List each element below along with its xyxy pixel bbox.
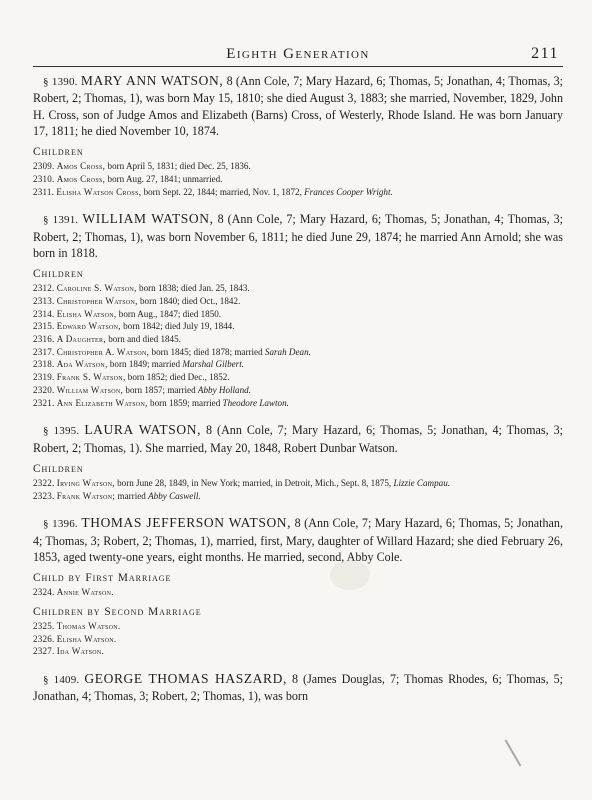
child-name: Ann Elizabeth Watson,	[56, 397, 148, 408]
child-item	[33, 384, 563, 397]
child-item	[33, 173, 563, 186]
child-number: 2325.	[33, 620, 55, 631]
children-heading: Children by Second Marriage	[33, 605, 202, 618]
entry-text: 8 (Ann Cole, 7; Mary Hazard, 6; Thomas, 5; Jonathan, 4; Thomas, 3; Robert, 2; Thomas, 1), was born November 6, 1811; he died June 29, 1874; he married Ann Arnold; she was born in 1818.	[33, 212, 563, 260]
genealogy-entry	[33, 422, 563, 502]
child-details: born 1840; died Oct., 1842.	[140, 295, 241, 306]
child-name: Edward Watson,	[56, 321, 121, 332]
child-number: 2320.	[33, 384, 55, 395]
child-number: 2316.	[33, 334, 55, 344]
child-details: born 1857; married	[125, 384, 196, 395]
child-number: 2310.	[33, 173, 55, 184]
child-name: Amos Cross,	[56, 161, 106, 172]
child-item	[33, 586, 563, 599]
children-list	[33, 620, 563, 658]
child-item	[33, 308, 563, 321]
child-name: Thomas Watson.	[56, 620, 121, 631]
person-name: WILLIAM WATSON,	[82, 211, 214, 227]
child-details: born 1838; died Jan. 25, 1843.	[139, 283, 250, 294]
child-details: born Sept. 22, 1844; married, Nov. 1, 1872,	[143, 186, 302, 197]
child-number: 2312.	[33, 283, 55, 294]
child-name: Elisha Watson Cross,	[56, 186, 142, 197]
person-name: THOMAS JEFFERSON WATSON,	[81, 515, 292, 531]
child-details: born Aug. 27, 1841; unmarried.	[107, 173, 223, 184]
child-name: A Daughter,	[56, 334, 106, 344]
entry-text: 8 (James Douglas, 7; Thomas Rhodes, 6; Thomas, 5; Jonathan, 4; Thomas, 3; Robert, 2; Thomas, 1), was born	[33, 671, 564, 704]
child-name: Elisha Watson,	[56, 308, 117, 319]
child-details: born 1859; married	[150, 397, 221, 408]
child-item	[33, 397, 563, 410]
child-details: married	[117, 490, 146, 501]
running-header-title: Eighth Generation	[226, 46, 370, 62]
child-name: Caroline S. Watson,	[56, 283, 137, 294]
child-number: 2309.	[33, 161, 55, 172]
child-item	[33, 333, 563, 346]
child-name: Ada Watson,	[56, 359, 108, 370]
child-number: 2317.	[33, 346, 55, 357]
child-name: Frank S. Watson,	[56, 372, 126, 383]
children-heading: Child by First Marriage	[33, 572, 172, 585]
children-list	[33, 586, 563, 599]
child-number: 2311.	[33, 186, 55, 197]
entry-paragraph	[33, 422, 563, 456]
child-name: Elisha Watson.	[56, 633, 117, 644]
child-details: born June 28, 1849, in New York; married, in Detroit, Mich., Sept. 8, 1875,	[117, 477, 392, 488]
children-list	[33, 160, 563, 198]
child-number: 2322.	[33, 477, 55, 488]
child-details: born Aug., 1847; died 1850.	[118, 308, 222, 319]
child-number: 2323.	[33, 490, 55, 501]
children-list	[33, 282, 563, 409]
entry-paragraph	[33, 211, 563, 261]
child-number: 2313.	[33, 295, 55, 306]
child-name: Frank Watson;	[56, 490, 116, 501]
child-details: born 1849; married	[109, 359, 181, 370]
spouse-name: Abby Holland.	[197, 384, 251, 395]
child-number: 2318.	[33, 359, 55, 370]
genealogy-entry	[33, 73, 563, 198]
child-name: Ida Watson.	[56, 646, 105, 657]
child-item	[33, 490, 563, 503]
children-list	[33, 477, 563, 502]
child-details: born and died 1845.	[108, 334, 181, 344]
children-heading: Children	[33, 268, 84, 281]
person-name: LAURA WATSON,	[84, 422, 202, 438]
child-name: Christopher Watson,	[56, 295, 138, 306]
child-details: born 1852; died Dec., 1852.	[127, 372, 230, 383]
running-header	[33, 42, 563, 67]
section-number: § 1409.	[43, 673, 80, 686]
page-number: 211	[531, 45, 559, 62]
child-name: William Watson,	[56, 384, 124, 395]
entry-paragraph	[33, 73, 563, 139]
genealogy-entry	[33, 515, 563, 658]
section-number: § 1391.	[43, 214, 79, 227]
section-number: § 1396.	[43, 518, 78, 531]
child-item	[33, 295, 563, 308]
child-item	[33, 620, 563, 633]
person-name: MARY ANN WATSON,	[80, 73, 224, 88]
child-item	[33, 477, 563, 490]
child-item	[33, 160, 563, 173]
spouse-name: Marshal Gilbert.	[182, 359, 245, 370]
genealogy-entry	[33, 211, 563, 409]
child-name: Christopher A. Watson,	[56, 346, 150, 357]
entry-text: 8 (Ann Cole, 7; Mary Hazard, 6; Thomas, 5; Jonathan, 4; Thomas, 3; Robert, 2; Thomas, 1). She married, May 20, 1848, Robert Dunbar Watson.	[33, 423, 564, 455]
child-details: born 1845; died 1878; married	[151, 346, 263, 357]
entry-paragraph	[33, 515, 563, 565]
child-name: Amos Cross,	[56, 173, 106, 184]
section-number: § 1395.	[43, 425, 80, 438]
child-item	[33, 645, 563, 658]
child-name: Annie Watson.	[56, 587, 114, 598]
child-number: 2314.	[33, 308, 55, 319]
child-details: born 1842; died July 19, 1844.	[123, 321, 235, 332]
child-number: 2324.	[33, 587, 55, 598]
child-item	[33, 282, 563, 295]
child-number: 2321.	[33, 397, 55, 408]
spouse-name: Abby Caswell.	[148, 490, 201, 501]
entry-text: 8 (Ann Cole, 7; Mary Hazard, 6; Thomas, 5; Jonathan, 4; Thomas, 3; Robert, 2; Thomas, 1), was born May 15, 1810; she died August 3, 1883; she married, November, 1829, John H. Cross, son of Judge Amos and Elizabeth (Barns) Cross, of Westerly, Rhode Island. He was born January 17, 1811; he died November 10, 1874.	[33, 74, 563, 138]
spouse-name: Sarah Dean.	[264, 346, 311, 357]
children-heading: Children	[33, 462, 84, 475]
genealogy-entry	[33, 671, 563, 705]
children-heading: Children	[33, 146, 84, 159]
section-number: § 1390.	[43, 76, 78, 88]
spouse-name: Lizzie Campau.	[393, 477, 451, 488]
entry-text: 8 (Ann Cole, 7; Mary Hazard, 6; Thomas, 5; Jonathan, 4; Thomas, 3; Robert, 2; Thomas, 1), married, first, Mary, daughter of Willard Hazard; she died February 26, 1853, aged twenty-one years, eight months. He married, second, Abby Cole.	[33, 516, 563, 564]
child-details: born April 5, 1831; died Dec. 25, 1836.	[107, 161, 251, 172]
child-number: 2315.	[33, 321, 55, 332]
child-item	[33, 633, 563, 646]
spouse-name: Theodore Lawton.	[222, 397, 289, 408]
child-item	[33, 346, 563, 359]
pen-mark	[505, 740, 522, 767]
child-number: 2326.	[33, 633, 55, 644]
entry-paragraph	[33, 671, 563, 705]
child-name: Irving Watson,	[56, 477, 115, 488]
person-name: GEORGE THOMAS HASZARD,	[84, 670, 287, 686]
genealogy-entries	[33, 73, 563, 718]
child-item	[33, 371, 563, 384]
child-item	[33, 358, 563, 371]
child-number: 2327.	[33, 646, 55, 657]
child-item	[33, 186, 563, 199]
child-number: 2319.	[33, 372, 55, 383]
child-item	[33, 320, 563, 333]
spouse-name: Frances Cooper Wright.	[304, 186, 393, 197]
